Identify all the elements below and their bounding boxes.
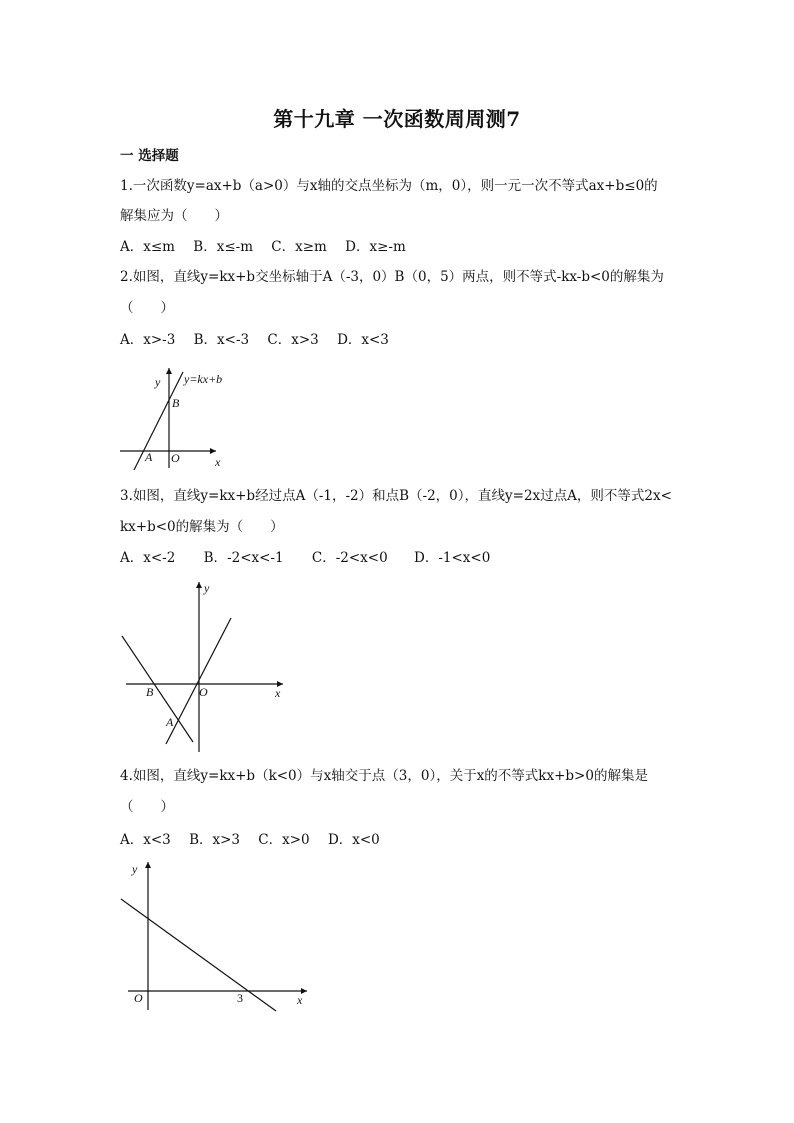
option-b: B．-2<x<-1 — [203, 550, 284, 566]
y-axis-label: y — [155, 375, 161, 389]
option-a: A．x≤m — [120, 239, 175, 255]
point-b-label: B — [172, 396, 180, 410]
question-2-text-cont: （ ） — [120, 300, 174, 316]
option-a: A．x>-3 — [120, 332, 176, 348]
option-b: B．x>3 — [189, 832, 240, 848]
question-2-text: 2.如图，直线y=kx+b交坐标轴于A（-3，0）B（0，5）两点，则不等式-kx-b<0的解集为 — [120, 269, 664, 285]
q3-y-axis-arrow — [196, 582, 202, 588]
q4-graph-line — [121, 899, 276, 1011]
option-c: C．-2<x<0 — [311, 550, 388, 566]
q4-x-intercept-label: 3 — [237, 991, 243, 1005]
q4-x-axis-label: x — [297, 993, 303, 1007]
option-c: C．x>0 — [258, 832, 310, 848]
question-4-text: 4.如图，直线y=kx+b（k<0）与x轴交于点（3，0），关于x的不等式kx+b>0的解集是 — [120, 768, 648, 784]
option-c: C．x>3 — [267, 332, 319, 348]
question-1-text: 1.一次函数y=ax+b（a>0）与x轴的交点坐标为（m，0），则一元一次不等式ax+b≤0的 — [120, 178, 658, 194]
page-title: 第十九章 一次函数周周测7 — [273, 107, 521, 131]
section-heading: 一 选择题 — [120, 148, 179, 164]
question-3-options — [120, 549, 504, 567]
q4-y-axis-arrow — [145, 862, 151, 868]
question-3-text-cont: kx+b<0的解集为（ ） — [120, 519, 284, 535]
question-4-options — [120, 831, 394, 849]
line-label: y=kx+b — [184, 372, 223, 386]
q4-origin-label: O — [134, 991, 143, 1005]
option-c: C．x≥m — [271, 239, 327, 255]
q3-y-axis-label: y — [204, 581, 210, 595]
origin-label: O — [171, 451, 180, 465]
option-b: B．x≤-m — [193, 239, 253, 255]
q3-origin-label: O — [199, 685, 208, 699]
option-a: A．x<-2 — [120, 550, 176, 566]
q3-x-axis-label: x — [275, 686, 281, 700]
option-b: B．x<-3 — [193, 332, 250, 348]
option-d: D．-1<x<0 — [414, 550, 491, 566]
x-axis-arrow — [210, 448, 216, 454]
option-d: D．x<3 — [337, 332, 389, 348]
point-a-label: A — [145, 450, 153, 464]
option-d: D．x≥-m — [345, 239, 406, 255]
x-axis-label: x — [215, 455, 221, 469]
question-4-text-cont: （ ） — [120, 799, 174, 815]
q3-line-kx-b — [122, 636, 193, 742]
question-1-text-cont: 解集应为（ ） — [120, 208, 228, 224]
q3-point-b-label: B — [146, 685, 154, 699]
option-d: D．x<0 — [327, 832, 380, 848]
question-3-text: 3.如图，直线y=kx+b经过点A（-1，-2）和点B（-2，0），直线y=2x过点A，则不等式2x< — [120, 488, 672, 504]
y-axis-arrow — [166, 368, 172, 374]
q3-point-a-label: A — [166, 715, 174, 729]
option-a: A．x<3 — [120, 832, 171, 848]
q4-y-axis-label: y — [132, 862, 138, 876]
